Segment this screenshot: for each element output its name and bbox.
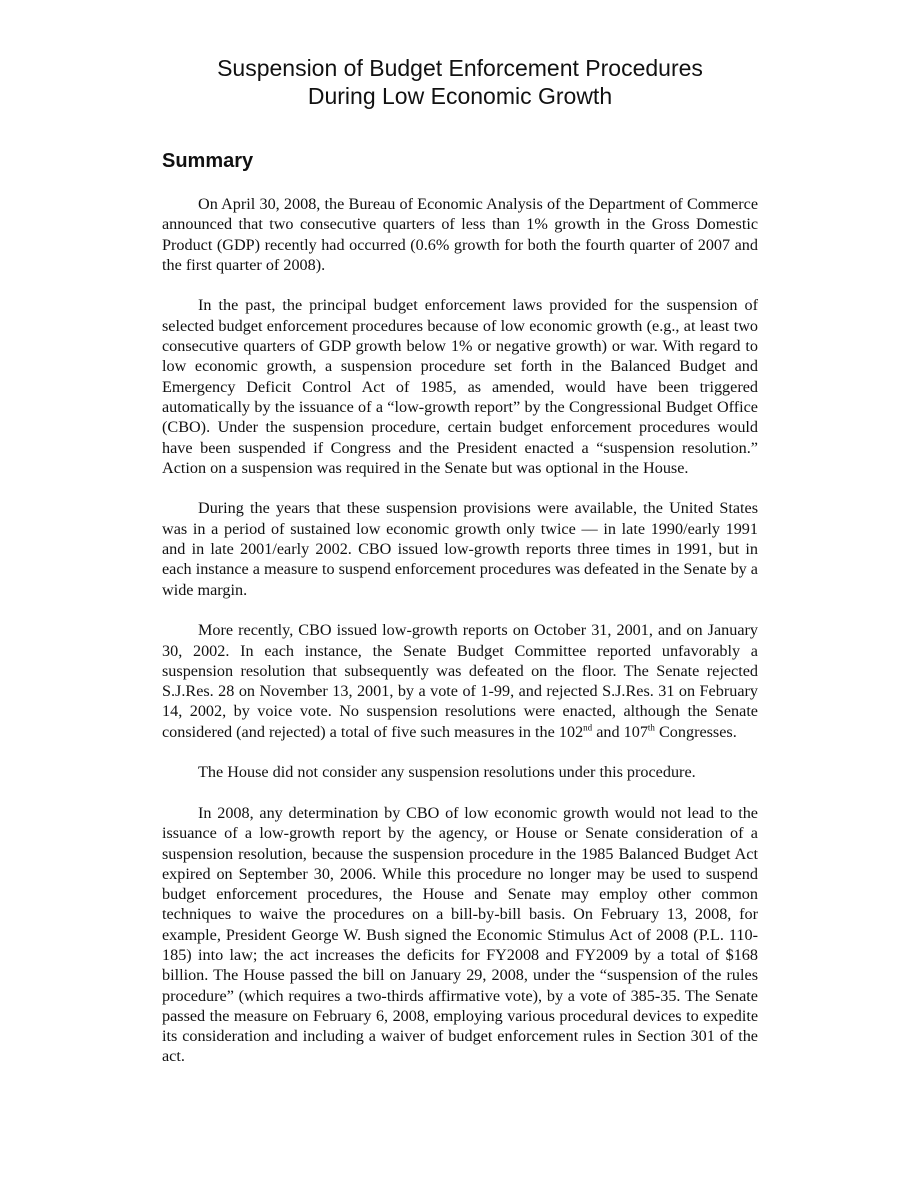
p4-text-mid: and 107 — [592, 722, 648, 741]
summary-paragraph-3: During the years that these suspension provisions were available, the United States was in a period of sustained low economic growth only twice — in late 1990/early 1991 and in late 2001/early 2002. CBO issued low-growth reports three times in 1991, but in each instance a measure to suspend enforcement procedures was defeated in the Senate by a wide margin. — [162, 499, 758, 599]
summary-paragraph-4 — [162, 620, 758, 742]
p4-superscript-th: th — [647, 722, 655, 733]
summary-paragraph-5: The House did not consider any suspension resolutions under this procedure. — [198, 763, 696, 782]
document-page — [162, 54, 758, 1067]
title-line-2: During Low Economic Growth — [307, 83, 613, 109]
summary-paragraph-2: In the past, the principal budget enforcement laws provided for the suspension of selected budget enforcement procedures because of low economic growth (e.g., at least two consecutive quarters of GDP growth below 1% or negative growth) or war. With regard to low economic growth, a suspension procedure set forth in the Balanced Budget and Emergency Deficit Control Act of 1985, as amended, would have been triggered automatically by the issuance of a “low-growth report” by the Congressional Budget Office (CBO). Under the suspension procedure, certain budget enforcement procedures would have been suspended if Congress and the President enacted a “suspension resolution.” Action on a suspension was required in the Senate but was optional in the House. — [162, 296, 758, 477]
summary-paragraph-1: On April 30, 2008, the Bureau of Economic Analysis of the Department of Commerce announced that two consecutive quarters of less than 1% growth in the Gross Domestic Product (GDP) recently had occurred (0.6% growth for both the fourth quarter of 2007 and the first quarter of 2008). — [162, 195, 758, 274]
p4-superscript-nd: nd — [583, 722, 593, 733]
p4-text-main: More recently, CBO issued low-growth reports on October 31, 2001, and on January 30, 2002. In each instance, the Senate Budget Committee reported unfavorably a suspension resolution that subsequently was defeated on the floor. The Senate rejected S.J.Res. 28 on November 13, 2001, by a vote of 1-99, and rejected S.J.Res. 31 on February 14, 2002, by voice vote. No suspension resolutions were enacted, although the Senate considered (and rejected) a total of five such measures in the 102 — [162, 621, 758, 741]
p4-text-end: Congresses. — [654, 722, 737, 741]
title-line-1: Suspension of Budget Enforcement Procedures — [217, 55, 703, 81]
document-title — [162, 54, 758, 110]
summary-paragraph-6: In 2008, any determination by CBO of low economic growth would not lead to the issuance of a low-growth report by the agency, or House or Senate consideration of a suspension resolution, because the suspension procedure in the 1985 Balanced Budget Act expired on September 30, 2006. While this procedure no longer may be used to suspend budget enforcement procedures, the House and Senate may employ other common techniques to waive the procedures on a bill-by-bill basis. On February 13, 2008, for example, President George W. Bush signed the Economic Stimulus Act of 2008 (P.L. 110-185) into law; the act increases the deficits for FY2008 and FY2009 by a total of $168 billion. The House passed the bill on January 29, 2008, under the “suspension of the rules procedure” (which requires a two-thirds affirmative vote), by a vote of 385-35. The Senate passed the measure on February 6, 2008, employing various procedural devices to expedite its consideration and including a waiver of budget enforcement rules in Section 301 of the act. — [162, 803, 758, 1066]
summary-heading: Summary — [162, 150, 254, 172]
